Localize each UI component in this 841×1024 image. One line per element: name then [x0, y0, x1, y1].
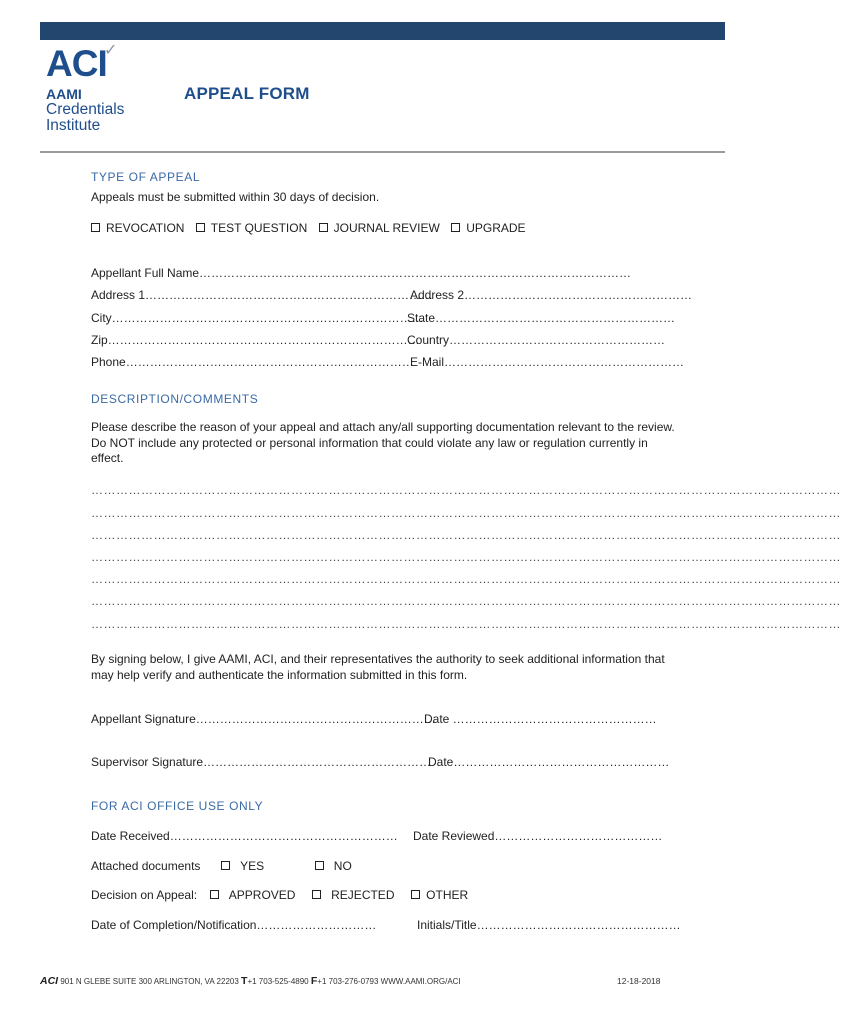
logo-subtitle	[46, 86, 124, 134]
checkbox-icon	[312, 890, 321, 899]
decision-row	[91, 888, 468, 902]
date-reviewed-field[interactable]: Date Reviewed……………………………………	[413, 829, 663, 843]
footer-phone-label: T	[241, 975, 248, 987]
checkbox-no[interactable]	[315, 859, 352, 873]
zip-field[interactable]: Zip……………………………………………………………………	[91, 333, 420, 347]
checkbox-other[interactable]	[411, 888, 468, 902]
checkbox-rejected[interactable]	[312, 888, 394, 902]
option-label: JOURNAL REVIEW	[333, 221, 440, 235]
comment-line[interactable]: ………………………………………………………………………………………………………………………………………………………………	[91, 572, 841, 586]
no-label: NO	[333, 859, 352, 873]
logo-line-credentials: Credentials	[46, 101, 125, 118]
other-label: OTHER	[426, 888, 469, 902]
checkbox-icon	[196, 223, 205, 232]
comment-line[interactable]: ………………………………………………………………………………………………………………………………………………………………	[91, 617, 841, 631]
checkbox-revocation[interactable]	[91, 221, 184, 235]
decision-label: Decision on Appeal:	[91, 888, 198, 902]
country-field[interactable]: Country………………………………………………	[407, 333, 666, 347]
date-received-field[interactable]: Date Received…………………………………………………	[91, 829, 398, 843]
logo-line-institute: Institute	[46, 117, 101, 134]
logo-wordmark: ACI	[46, 43, 107, 84]
phone-field[interactable]: Phone………………………………………………………………	[91, 355, 414, 369]
checkbox-icon	[411, 890, 420, 899]
checkbox-test-question[interactable]	[196, 221, 307, 235]
footer-fax-label: F	[310, 975, 318, 987]
checkbox-icon	[221, 861, 230, 870]
yes-label: YES	[240, 859, 265, 873]
attached-documents-row	[91, 859, 352, 873]
option-label: TEST QUESTION	[210, 221, 308, 235]
description-instructions: Please describe the reason of your appeal and attach any/all supporting documentation relevant to the review. Do NOT include any protected or personal information that could violate any law or regulation currently in effect.	[91, 420, 675, 466]
rejected-label: REJECTED	[331, 888, 395, 902]
option-label: UPGRADE	[466, 221, 526, 235]
comment-line[interactable]: ………………………………………………………………………………………………………………………………………………………………	[91, 528, 841, 542]
aci-logo	[46, 44, 156, 140]
checkbox-icon	[210, 890, 219, 899]
checkbox-icon	[451, 223, 460, 232]
address1-field[interactable]: Address 1………………………………………………………………	[91, 288, 434, 302]
approved-label: APPROVED	[228, 888, 296, 902]
authorization-statement: By signing below, I give AAMI, ACI, and their representatives the authority to seek additional information that may help verify and authenticate the information submitted in this form.	[91, 652, 665, 682]
supervisor-signature-field[interactable]: Supervisor Signature…………………………………………………	[91, 755, 432, 769]
footer-street: 901 N GLEBE SUITE 300 ARLINGTON, VA 22203	[60, 977, 239, 986]
supervisor-date-field[interactable]: Date………………………………………………	[428, 755, 670, 769]
header-divider	[40, 151, 725, 153]
comment-line[interactable]: ………………………………………………………………………………………………………………………………………………………………	[91, 506, 841, 520]
appellant-date-field[interactable]: Date ……………………………………………	[424, 712, 657, 726]
footer-brand: ACI	[40, 975, 59, 987]
comment-line[interactable]: ………………………………………………………………………………………………………………………………………………………………	[91, 550, 841, 564]
checkbox-approved[interactable]	[210, 888, 296, 902]
option-label: REVOCATION	[106, 221, 185, 235]
footer-phone: +1 703-525-4890	[247, 977, 309, 986]
checkbox-icon	[315, 861, 324, 870]
revision-date: 12-18-2018	[617, 976, 661, 986]
initials-title-field[interactable]: Initials/Title……………………………………………	[417, 918, 681, 932]
footer-fax-web: +1 703-276-0793 WWW.AAMI.ORG/ACI	[317, 977, 461, 986]
section-heading-office: FOR ACI OFFICE USE ONLY	[91, 799, 264, 813]
checkbox-icon	[91, 223, 100, 232]
email-field[interactable]: E-Mail……………………………………………………	[410, 355, 685, 369]
appeal-deadline-note: Appeals must be submitted within 30 days of decision.	[91, 190, 380, 204]
section-heading-description: DESCRIPTION/COMMENTS	[91, 392, 259, 406]
checkbox-icon	[319, 223, 328, 232]
checkbox-journal-review[interactable]	[319, 221, 440, 235]
comment-line[interactable]: ………………………………………………………………………………………………………………………………………………………………	[91, 594, 841, 608]
header-bar	[40, 22, 725, 40]
logo-line-aami: AAMI	[46, 86, 82, 102]
attached-label: Attached documents	[91, 859, 201, 873]
comment-line[interactable]: ………………………………………………………………………………………………………………………………………………………………	[91, 483, 841, 497]
state-field[interactable]: State……………………………………………………	[407, 311, 676, 325]
full-name-field[interactable]: Appellant Full Name………………………………………………………………………………………………	[91, 266, 632, 280]
city-field[interactable]: City……………………………………………………………………	[91, 311, 424, 325]
checkmark-icon: ✓	[104, 42, 118, 59]
address2-field[interactable]: Address 2…………………………………………………	[410, 288, 693, 302]
form-title: APPEAL FORM	[184, 84, 310, 103]
completion-date-field[interactable]: Date of Completion/Notification…………………………	[91, 918, 377, 932]
section-heading-type: TYPE OF APPEAL	[91, 170, 201, 184]
checkbox-upgrade[interactable]	[451, 221, 525, 235]
checkbox-yes[interactable]	[221, 859, 264, 873]
appellant-signature-field[interactable]: Appellant Signature……………………………………………………	[91, 712, 436, 726]
footer-address	[40, 975, 461, 987]
appeal-type-options	[91, 221, 526, 235]
